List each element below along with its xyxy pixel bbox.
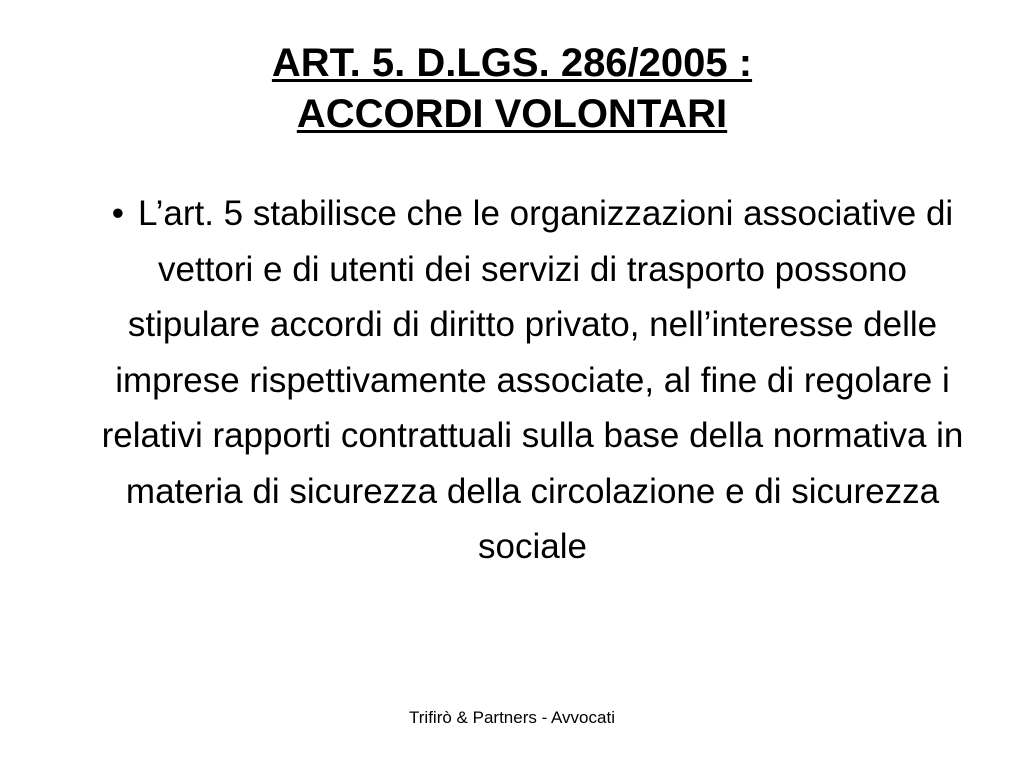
slide-title bbox=[0, 38, 1024, 140]
title-line-2: ACCORDI VOLONTARI bbox=[296, 92, 728, 136]
bullet-text: L’art. 5 stabilisce che le organizzazioni associative di vettori e di utenti dei servizi di trasporto possono stipulare accordi di diritto privato, nell’interesse delle imprese rispettivamente associate, al fine di regolare i relativi rapporti contrattuali sulla base della normativa in materia di sicurezza della circolazione e di sicurezza sociale bbox=[101, 194, 964, 566]
bullet-dot-icon: • bbox=[111, 194, 125, 233]
bullet-list bbox=[100, 186, 965, 575]
slide-footer: Trifirò & Partners - Avvocati bbox=[409, 708, 615, 727]
bullet-item bbox=[100, 186, 965, 575]
title-line-1: ART. 5. D.LGS. 286/2005 : bbox=[271, 41, 753, 85]
